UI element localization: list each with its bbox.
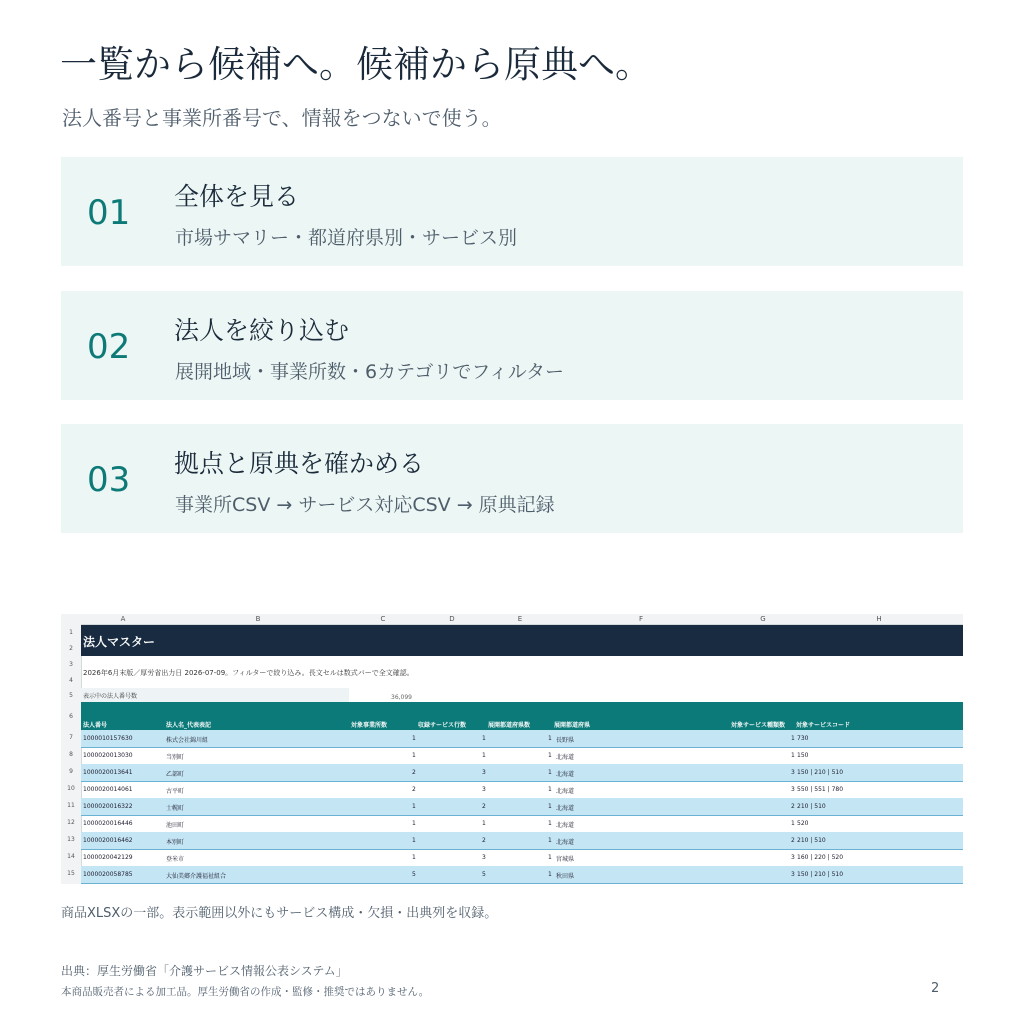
step-description: 展開地域・事業所数・6カテゴリでフィルター: [175, 361, 565, 383]
table-cell-id: 1000010157630: [83, 735, 133, 742]
table-cell-offices: 2: [412, 786, 416, 793]
table-cell-name: 株式会社錦川組: [166, 737, 209, 744]
table-row: [81, 815, 963, 832]
table-cell-svc-rows: 3: [482, 769, 486, 776]
page-subtitle: 法人番号と事業所番号で、情報をつないで使う。: [62, 106, 502, 130]
table-cell-pref-count: 1: [548, 803, 552, 810]
page-title: 一覧から候補へ。候補から原典へ。: [60, 43, 652, 86]
table-cell-offices: 2: [412, 769, 416, 776]
table-cell-svc-types: 1: [791, 752, 795, 759]
table-cell-pref: 長野県: [556, 737, 575, 744]
column-header: 法人番号: [83, 722, 108, 729]
step-card-3: [61, 424, 963, 533]
spreadsheet-preview: [61, 614, 963, 884]
column-header: 展開都道府県数: [488, 722, 531, 729]
table-row: [81, 832, 963, 850]
column-header: 展開都道府県: [554, 722, 591, 729]
table-cell-name: 士幌町: [166, 805, 185, 812]
table-cell-pref-count: 1: [548, 786, 552, 793]
column-header: 収録サービス行数: [418, 722, 467, 729]
page-number: 2: [931, 981, 940, 996]
table-cell-svc-types: 1: [791, 735, 795, 742]
row-number: 2: [69, 645, 73, 652]
table-cell-svc-rows: 3: [482, 786, 486, 793]
table-cell-svc-rows: 2: [482, 803, 486, 810]
table-cell-pref: 北海道: [556, 839, 575, 846]
row-number: 1: [69, 629, 73, 636]
column-letter: G: [760, 615, 766, 623]
column-letter: F: [638, 615, 644, 623]
row-number: 9: [69, 768, 73, 775]
table-cell-name: 本別町: [166, 839, 185, 846]
column-letter: A: [120, 615, 126, 623]
table-cell-svc-rows: 1: [482, 752, 486, 759]
count-label-cell: [81, 688, 349, 702]
source-credit: 出典：厚生労働省「介護サービス情報公表システム」: [61, 964, 348, 978]
table-cell-offices: 1: [412, 854, 416, 861]
row-number: 10: [67, 785, 75, 792]
count-label: 表示中の法人番号数: [83, 693, 138, 700]
table-cell-svc-types: 3: [791, 786, 795, 793]
table-cell-id: 1000020014061: [83, 786, 133, 793]
table-cell-codes: 730: [797, 735, 809, 742]
table-cell-codes: 210 | 510: [797, 837, 826, 844]
table-cell-codes: 150: [797, 752, 809, 759]
row-number: 15: [67, 870, 75, 877]
table-cell-pref-count: 1: [548, 752, 552, 759]
table-cell-svc-rows: 2: [482, 837, 486, 844]
column-header: 対象サービス種類数: [731, 722, 786, 729]
table-row: [81, 866, 963, 884]
table-cell-id: 1000020016462: [83, 837, 133, 844]
table-header: [81, 702, 963, 730]
table-cell-name: 乙部町: [166, 771, 185, 778]
row-header-bar: [61, 624, 82, 884]
table-cell-codes: 150 | 210 | 510: [797, 871, 844, 878]
table-row: [81, 747, 963, 764]
row-number: 13: [67, 836, 75, 843]
table-cell-name: 登米市: [166, 856, 185, 863]
sheet-note: 2026年6月末版／厚労省出力日 2026-07-09。フィルターで絞り込み。長文セルは数式バーで全文確認。: [83, 669, 414, 677]
column-letter: D: [449, 615, 455, 623]
table-row: [81, 849, 963, 866]
table-cell-id: 1000020042129: [83, 854, 133, 861]
table-cell-pref-count: 1: [548, 854, 552, 861]
table-cell-name: 古平町: [166, 788, 185, 795]
row-number: 11: [67, 802, 75, 809]
table-cell-codes: 150 | 210 | 510: [797, 769, 844, 776]
table-cell-codes: 520: [797, 820, 809, 827]
step-title: 法人を絞り込む: [174, 316, 350, 345]
column-letter: H: [876, 615, 882, 623]
count-value: 36,099: [391, 694, 412, 701]
step-number: 01: [87, 193, 131, 233]
table-cell-pref: 北海道: [556, 805, 575, 812]
table-cell-svc-types: 3: [791, 854, 795, 861]
table-row: [81, 730, 963, 748]
table-cell-svc-rows: 5: [482, 871, 486, 878]
table-cell-svc-types: 3: [791, 769, 795, 776]
table-cell-pref: 秋田県: [556, 873, 575, 880]
step-number: 02: [87, 327, 131, 367]
row-number: 8: [69, 751, 73, 758]
step-title: 拠点と原典を確かめる: [174, 449, 425, 478]
table-cell-pref: 北海道: [556, 788, 575, 795]
table-cell-id: 1000020013641: [83, 769, 133, 776]
table-row: [81, 764, 963, 782]
table-row: [81, 781, 963, 798]
table-cell-name: 当別町: [166, 754, 185, 761]
row-number: 6: [69, 713, 73, 720]
row-number: 5: [69, 692, 73, 699]
step-description: 市場サマリー・都道府県別・サービス別: [175, 227, 518, 249]
row-number: 3: [69, 661, 73, 668]
table-cell-pref-count: 1: [548, 735, 552, 742]
table-cell-codes: 210 | 510: [797, 803, 826, 810]
column-header-bar: [61, 614, 963, 625]
sheet-banner: [81, 625, 963, 656]
table-cell-svc-rows: 1: [482, 735, 486, 742]
column-header: 対象サービスコード: [796, 722, 851, 729]
table-cell-offices: 5: [412, 871, 416, 878]
table-cell-name: 大仙美郷介護福祉組合: [166, 873, 227, 880]
table-cell-offices: 1: [412, 735, 416, 742]
table-cell-codes: 160 | 220 | 520: [797, 854, 844, 861]
column-letter: B: [255, 615, 261, 623]
column-letter: C: [380, 615, 386, 623]
table-cell-offices: 1: [412, 837, 416, 844]
sheet-banner-title: 法人マスター: [83, 635, 156, 649]
row-number: 7: [69, 734, 73, 741]
step-description: 事業所CSV → サービス対応CSV → 原典記録: [175, 494, 555, 516]
row-number: 14: [67, 853, 75, 860]
table-cell-svc-types: 2: [791, 837, 795, 844]
table-cell-offices: 1: [412, 752, 416, 759]
table-cell-svc-types: 3: [791, 871, 795, 878]
step-card-2: [61, 291, 963, 400]
table-cell-pref: 北海道: [556, 754, 575, 761]
table-cell-pref: 北海道: [556, 822, 575, 829]
table-cell-svc-types: 1: [791, 820, 795, 827]
table-cell-offices: 1: [412, 820, 416, 827]
table-cell-pref: 宮城県: [556, 856, 575, 863]
table-cell-id: 1000020058785: [83, 871, 133, 878]
table-cell-pref-count: 1: [548, 871, 552, 878]
table-cell-svc-rows: 1: [482, 820, 486, 827]
step-title: 全体を見る: [174, 182, 300, 211]
table-cell-svc-types: 2: [791, 803, 795, 810]
disclaimer: 本商品販売者による加工品。厚生労働省の作成・監修・推奨ではありません。: [61, 986, 430, 998]
table-cell-pref: 北海道: [556, 771, 575, 778]
row-number: 4: [69, 677, 73, 684]
table-cell-pref-count: 1: [548, 769, 552, 776]
step-number: 03: [87, 460, 131, 500]
figure-caption: 商品XLSXの一部。表示範囲以外にもサービス構成・欠損・出典列を収録。: [61, 906, 498, 921]
table-cell-offices: 1: [412, 803, 416, 810]
table-cell-name: 池田町: [166, 822, 185, 829]
column-header: 対象事業所数: [351, 722, 388, 729]
row-number: 12: [67, 819, 75, 826]
table-cell-id: 1000020016322: [83, 803, 133, 810]
table-cell-pref-count: 1: [548, 820, 552, 827]
column-header: 法人名_代表表記: [166, 722, 212, 729]
column-letter: E: [517, 615, 523, 623]
table-cell-id: 1000020013030: [83, 752, 133, 759]
table-row: [81, 798, 963, 816]
table-cell-pref-count: 1: [548, 837, 552, 844]
table-cell-id: 1000020016446: [83, 820, 133, 827]
step-card-1: [61, 157, 963, 266]
table-cell-codes: 550 | 551 | 780: [797, 786, 844, 793]
table-cell-svc-rows: 3: [482, 854, 486, 861]
